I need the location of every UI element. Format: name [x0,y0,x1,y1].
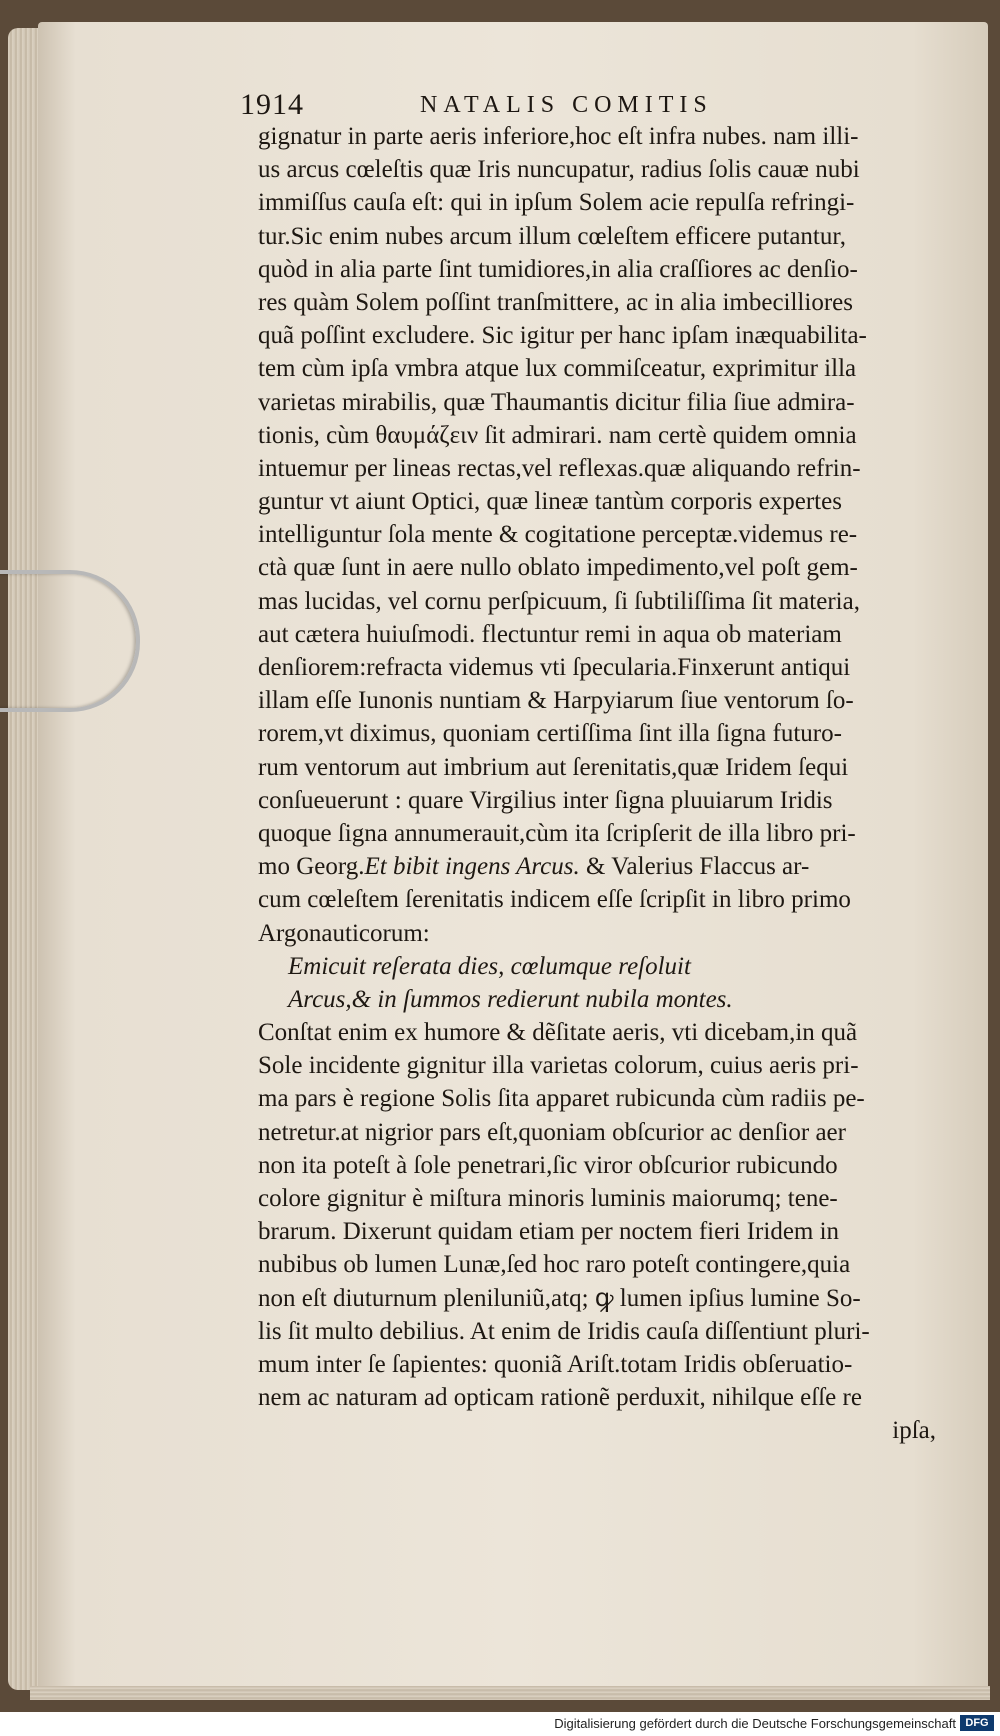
text-line: ma pars è regione Solis ſita apparet rubicunda cùm radiis pe- [258,1085,865,1113]
text-line: rum ventorum aut imbrium aut ſerenitatis,quæ Iridem ſequi [258,753,849,781]
verse-line: Emicuit reſerata dies, cœlumque reſoluit [288,952,691,980]
text-line: ctà quæ ſunt in aere nullo oblato impedimento,vel poſt gem- [258,554,858,582]
text-line: quã poſſint excludere. Sic igitur per hanc ipſam inæquabilita- [258,322,867,350]
text-line: intuemur per lineas rectas,vel reflexas.quæ aliquando refrin- [258,454,861,482]
text-line: netretur.at nigrior pars eſt,quoniam obſcurior ac denſior aer [258,1118,846,1146]
text-line: gignatur in parte aeris inferiore,hoc eſt infra nubes. nam illi- [258,123,859,150]
text-line: non eſt diuturnum pleniluniũ,atq; ꝙ lumen ipſius lumine So- [258,1284,861,1312]
running-title: NATALIS COMITIS [420,92,713,118]
text-line: mum inter ſe ſapientes: quoniã Ariſt.totam Iridis obſeruatio- [258,1350,853,1378]
text-line: aut cætera huiuſmodi. flectuntur remi in aqua ob materiam [258,620,842,648]
text-line: tionis, cùm θαυμάζειν ſit admirari. nam certè quidem omnia [258,421,857,449]
page-bottom-edges [30,1686,990,1700]
text-line: non ita poteſt à ſole penetrari,ſic viror obſcurior rubicundo [258,1151,838,1179]
georg-suffix: & Valerius Flaccus ar- [579,853,810,881]
text-line: varietas mirabilis, quæ Thaumantis dicitur filia ſiue admira- [258,388,855,416]
dfg-logo: DFG [960,1715,994,1731]
text-line: nem ac naturam ad opticam rationẽ perduxit, nihilque eſſe re [258,1384,862,1412]
georg-prefix: mo Georg. [258,853,365,881]
text-line: tem cùm ipſa vmbra atque lux commiſceatur, exprimitur illa [258,355,857,383]
text-line: Sole incidente gignitur illa varietas colorum, cuius aeris pri- [258,1052,859,1080]
text-line: immiſſus cauſa eſt: qui in ipſum Solem acie repulſa refringi- [258,189,855,217]
text-line: nubibus ob lumen Lunæ,ſed hoc raro poteſt contingere,quia [258,1251,851,1279]
text-line: rorem,vt diximus, quoniam certiſſima ſint illa ſigna futuro- [258,720,842,748]
text-line: brarum. Dixerunt quidam etiam per noctem fieri Iridem in [258,1218,840,1246]
text-line: denſiorem:refracta videmus vti ſpecularia.Finxerunt antiqui [258,654,851,681]
funding-note: Digitalisierung gefördert durch die Deutsche Forschungsgemeinschaft [554,1716,956,1731]
georg-quote: Et bibit ingens Arcus. [364,853,580,881]
text-line: colore gignitur è miſtura minoris luminis maiorumq; tene- [258,1185,838,1212]
text-line-georg [258,850,948,883]
text-line: Conſtat enim ex humore & dẽſitate aeris, vti dicebam,in quã [258,1019,858,1047]
footer-bar [0,1712,1000,1736]
page-clip [0,570,140,712]
body-text [258,120,948,1448]
text-line: lis ſit multo debilius. At enim de Iridis cauſa diſſentiunt pluri- [258,1317,870,1345]
text-line: illam eſſe Iunonis nuntiam & Harpyiarum ſiue ventorum ſo- [258,687,854,715]
catchword: ipſa, [892,1417,936,1445]
page-header [240,88,800,122]
text-line: quoque ſigna annumerauit,cùm ita ſcripſerit de illa libro pri- [258,819,856,847]
text-line: intelliguntur ſola mente & cogitatione perceptæ.videmus re- [258,521,858,549]
text-line: mas lucidas, vel cornu perſpicuum, ſi ſubtiliſſima ſit materia, [258,587,860,615]
verse-line: Arcus,& in ſummos redierunt nubila montes. [288,985,733,1013]
text-line: guntur vt aiunt Optici, quæ lineæ tantùm corporis expertes [258,488,842,516]
text-line: cum cœleſtem ſerenitatis indicem eſſe ſcripſit in libro primo [258,886,851,914]
folio-number: 1914 [240,88,304,121]
text-line: Argonauticorum: [258,919,430,947]
text-line: res quàm Solem poſſint tranſmittere, ac in alia imbecilliores [258,288,853,316]
text-line: tur.Sic enim nubes arcum illum cœleſtem efficere putantur, [258,222,846,250]
text-line: quòd in alia parte ſint tumidiores,in alia craſſiores ac denſio- [258,255,858,283]
text-line: us arcus cœleſtis quæ Iris nuncupatur, radius ſolis cauæ nubi [258,156,860,184]
text-line: conſueuerunt : quare Virgilius inter ſigna pluuiarum Iridis [258,786,833,814]
